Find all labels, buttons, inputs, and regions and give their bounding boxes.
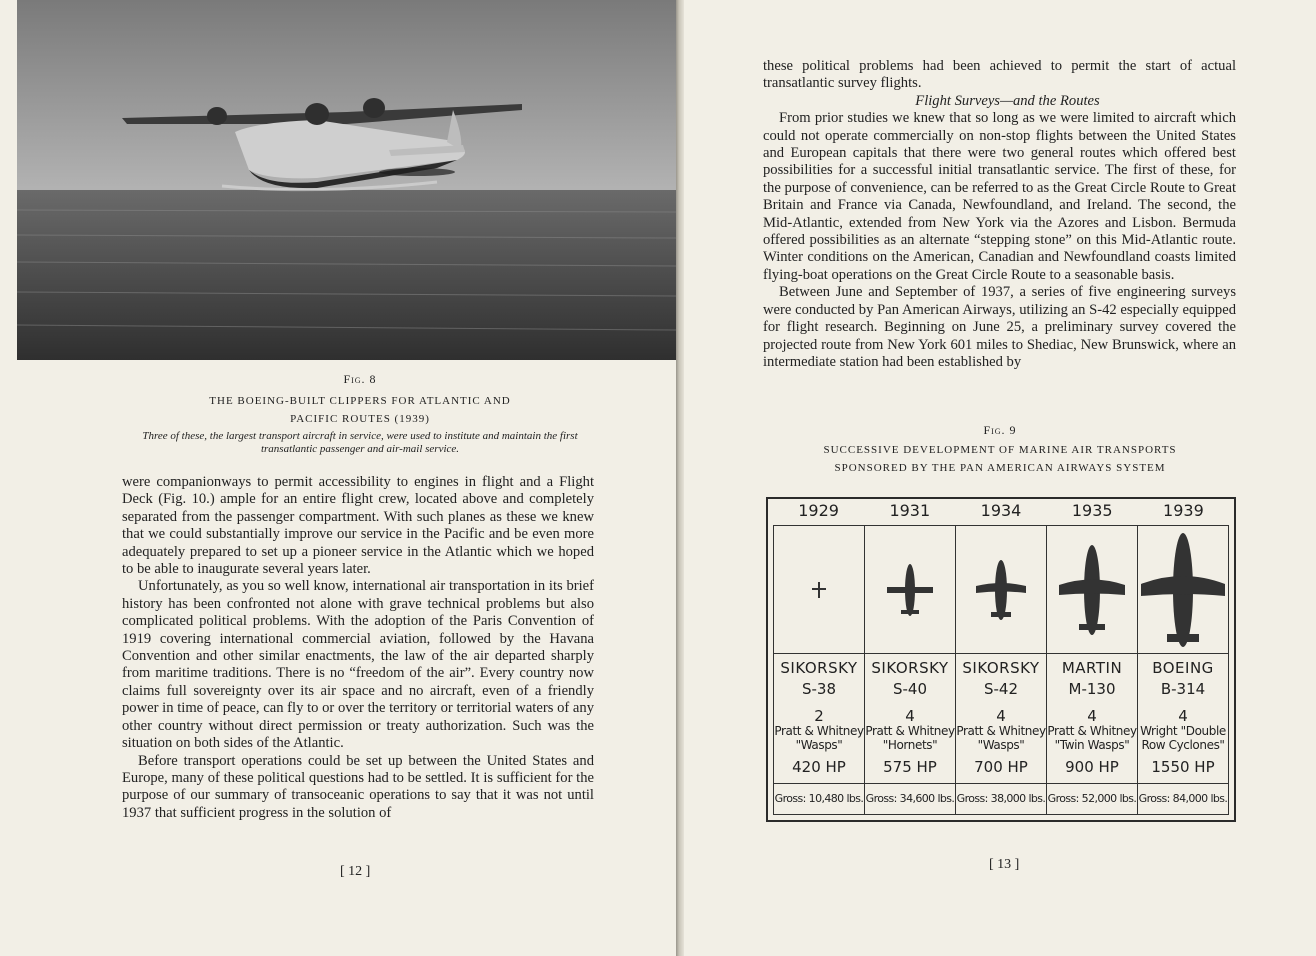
- page-number-left: [ 12 ]: [340, 864, 371, 879]
- year-1929: 1929: [798, 501, 839, 520]
- horsepower: 575 HP: [883, 758, 937, 776]
- fig9-title-line2: SPONSORED BY THE PAN AMERICAN AIRWAYS SYSTEM: [834, 462, 1166, 474]
- model: S-42: [983, 680, 1019, 698]
- plane-silhouette-cell: [774, 526, 864, 654]
- engine-type-line2: "Wasps": [977, 738, 1025, 752]
- gross-weight: Gross: 34,600 lbs.: [865, 783, 955, 814]
- year-1931: 1931: [889, 501, 931, 520]
- section-heading: Flight Surveys—and the Routes: [915, 92, 1100, 109]
- engine-type-line1: Pratt & Whitney: [956, 724, 1046, 738]
- fig8-label: Fig. 8: [343, 372, 377, 386]
- maker: BOEING: [1152, 659, 1214, 677]
- plane-silhouette-cell: [1047, 526, 1137, 654]
- table-column: [1138, 526, 1228, 814]
- fig9-label: Fig. 9: [983, 423, 1017, 437]
- gross-weight: Gross: 38,000 lbs.: [956, 783, 1046, 814]
- paragraph: Unfortunately, as you so well know, international air transportation in its brief history has been confronted not alone with grave technical problems but also complicated political problems. With the adoption of the Paris Convention of 1919 covering international commercial aviation, followed by the Havana Convention and other similar enactments, the law of the air departed sharply from maritime traditions. There is no “freedom of the air”. Every country now claims full sovereignty over its air space and no aircraft, even of a friendly power in time of peace, can fly to or over the territory or territorial waters of any other country without direct permission or treaty authorization. Such was the situation on both sides of the Atlantic.: [122, 578, 594, 752]
- table-column: [1047, 526, 1138, 814]
- airplane-icon: [811, 581, 827, 599]
- plane-silhouette-cell: [865, 526, 955, 654]
- engine-type-line2: "Twin Wasps": [1054, 738, 1130, 752]
- maker: SIKORSKY: [871, 659, 949, 677]
- engine-type-line2: Row Cyclones": [1141, 738, 1225, 752]
- paragraph: were companionways to permit accessibility to engines in flight and a Flight Deck (Fig. 10.) ample for an entire flight crew, located above and completely separated from the passenger compartment. With such planes as these we knew that we could substantially improve our service in the Pacific and be even more adequately prepared to set up a pioneer service in the Atlantic which we hoped to be able to inaugurate several years later.: [122, 474, 594, 578]
- table-column: [774, 526, 865, 814]
- paragraph: these political problems had been achieved to permit the start of actual transatlantic survey flights.: [763, 58, 1236, 92]
- airplane-icon: [976, 558, 1026, 622]
- year-1935: 1935: [1071, 501, 1113, 520]
- plane-silhouette-cell: [956, 526, 1046, 654]
- right-body-text: [763, 58, 1236, 371]
- gross-weight: Gross: 84,000 lbs.: [1138, 783, 1228, 814]
- paragraph: From prior studies we knew that so long as we were limited to aircraft which could not operate commercially on non-stop flights between the United States and European capitals that there were two general routes which offered best possibilities for a successful initial transatlantic service. The first of these, for the purpose of convenience, can be referred to as the Great Circle Route to Great Britain and France via Canada, Newfoundland, and Ireland. The second, the Mid-Atlantic, extended from New York via the Azores and Lisbon. Bermuda offered possibilities as an alternate “stepping stone” on this Mid-Atlantic route. Winter conditions on the American, Canadian and Newfoundland coasts limited flying-boat operations on the Great Circle Route to a seasonable basis.: [763, 110, 1236, 283]
- clipper-photo: [17, 0, 676, 360]
- fig9-title: [790, 441, 1210, 477]
- horsepower: 420 HP: [792, 758, 846, 776]
- airplane-icon: [1141, 531, 1225, 649]
- model: S-38: [801, 680, 837, 698]
- engine-type-line1: Wright "Double: [1140, 724, 1226, 738]
- paragraph: Between June and September of 1937, a series of five engineering surveys were conducted by Pan American Airways, utilizing an S-42 especially equipped for flight research. Beginning on June 25, a preliminary survey covered the projected route from New York 601 miles to Shediac, New Brunswick, where an intermediate station had been established by: [763, 284, 1236, 370]
- year-header-row: [773, 501, 1229, 520]
- fig9-title-line1: SUCCESSIVE DEVELOPMENT OF MARINE AIR TRANSPORTS: [823, 444, 1177, 456]
- gross-weight: Gross: 52,000 lbs.: [1047, 783, 1137, 814]
- table-body: [773, 525, 1229, 815]
- horsepower: 1550 HP: [1151, 758, 1215, 776]
- page-number-right: [ 13 ]: [989, 857, 1020, 872]
- model: M-130: [1068, 680, 1116, 698]
- maker: SIKORSKY: [962, 659, 1040, 677]
- plane-silhouette-cell: [1138, 526, 1228, 654]
- engine-type-line1: Pratt & Whitney: [865, 724, 955, 738]
- engine-count: 4: [1178, 707, 1188, 725]
- horsepower: 900 HP: [1065, 758, 1119, 776]
- airplane-icon: [1059, 543, 1125, 637]
- fig8-title-line1: THE BOEING-BUILT CLIPPERS FOR ATLANTIC AND: [209, 395, 511, 407]
- engine-count: 4: [1087, 707, 1097, 725]
- horsepower: 700 HP: [974, 758, 1028, 776]
- engine-type-line1: Pratt & Whitney: [774, 724, 864, 738]
- engine-count: 4: [996, 707, 1006, 725]
- year-1934: 1934: [980, 501, 1022, 520]
- table-column: [956, 526, 1047, 814]
- fig8-title: [120, 392, 600, 428]
- table-column: [865, 526, 956, 814]
- paragraph: Before transport operations could be set up between the United States and Europe, many of these political questions had to be settled. It is sufficient for the purpose of our summary of transoceanic operations to say that it was not until 1937 that sufficient progress in the solution of: [122, 752, 594, 821]
- maker: MARTIN: [1061, 659, 1123, 677]
- engine-count: 2: [814, 707, 824, 725]
- fig8-title-line2: PACIFIC ROUTES (1939): [290, 413, 430, 425]
- aircraft-development-table: [766, 497, 1236, 822]
- fig8-description: Three of these, the largest transport aircraft in service, were used to institute and maintain the first transatlantic passenger and air-mail service.: [142, 430, 578, 455]
- left-body-text: [122, 474, 594, 822]
- engine-type-line1: Pratt & Whitney: [1047, 724, 1137, 738]
- engine-type-line2: "Wasps": [795, 738, 843, 752]
- maker: SIKORSKY: [780, 659, 858, 677]
- gross-weight: Gross: 10,480 lbs.: [774, 783, 864, 814]
- model: S-40: [892, 680, 928, 698]
- year-1939: 1939: [1163, 501, 1204, 520]
- airplane-icon: [887, 562, 933, 618]
- book-gutter: [676, 0, 684, 956]
- engine-count: 4: [905, 707, 915, 725]
- model: B-314: [1160, 680, 1206, 698]
- engine-type-line2: "Hornets": [882, 738, 938, 752]
